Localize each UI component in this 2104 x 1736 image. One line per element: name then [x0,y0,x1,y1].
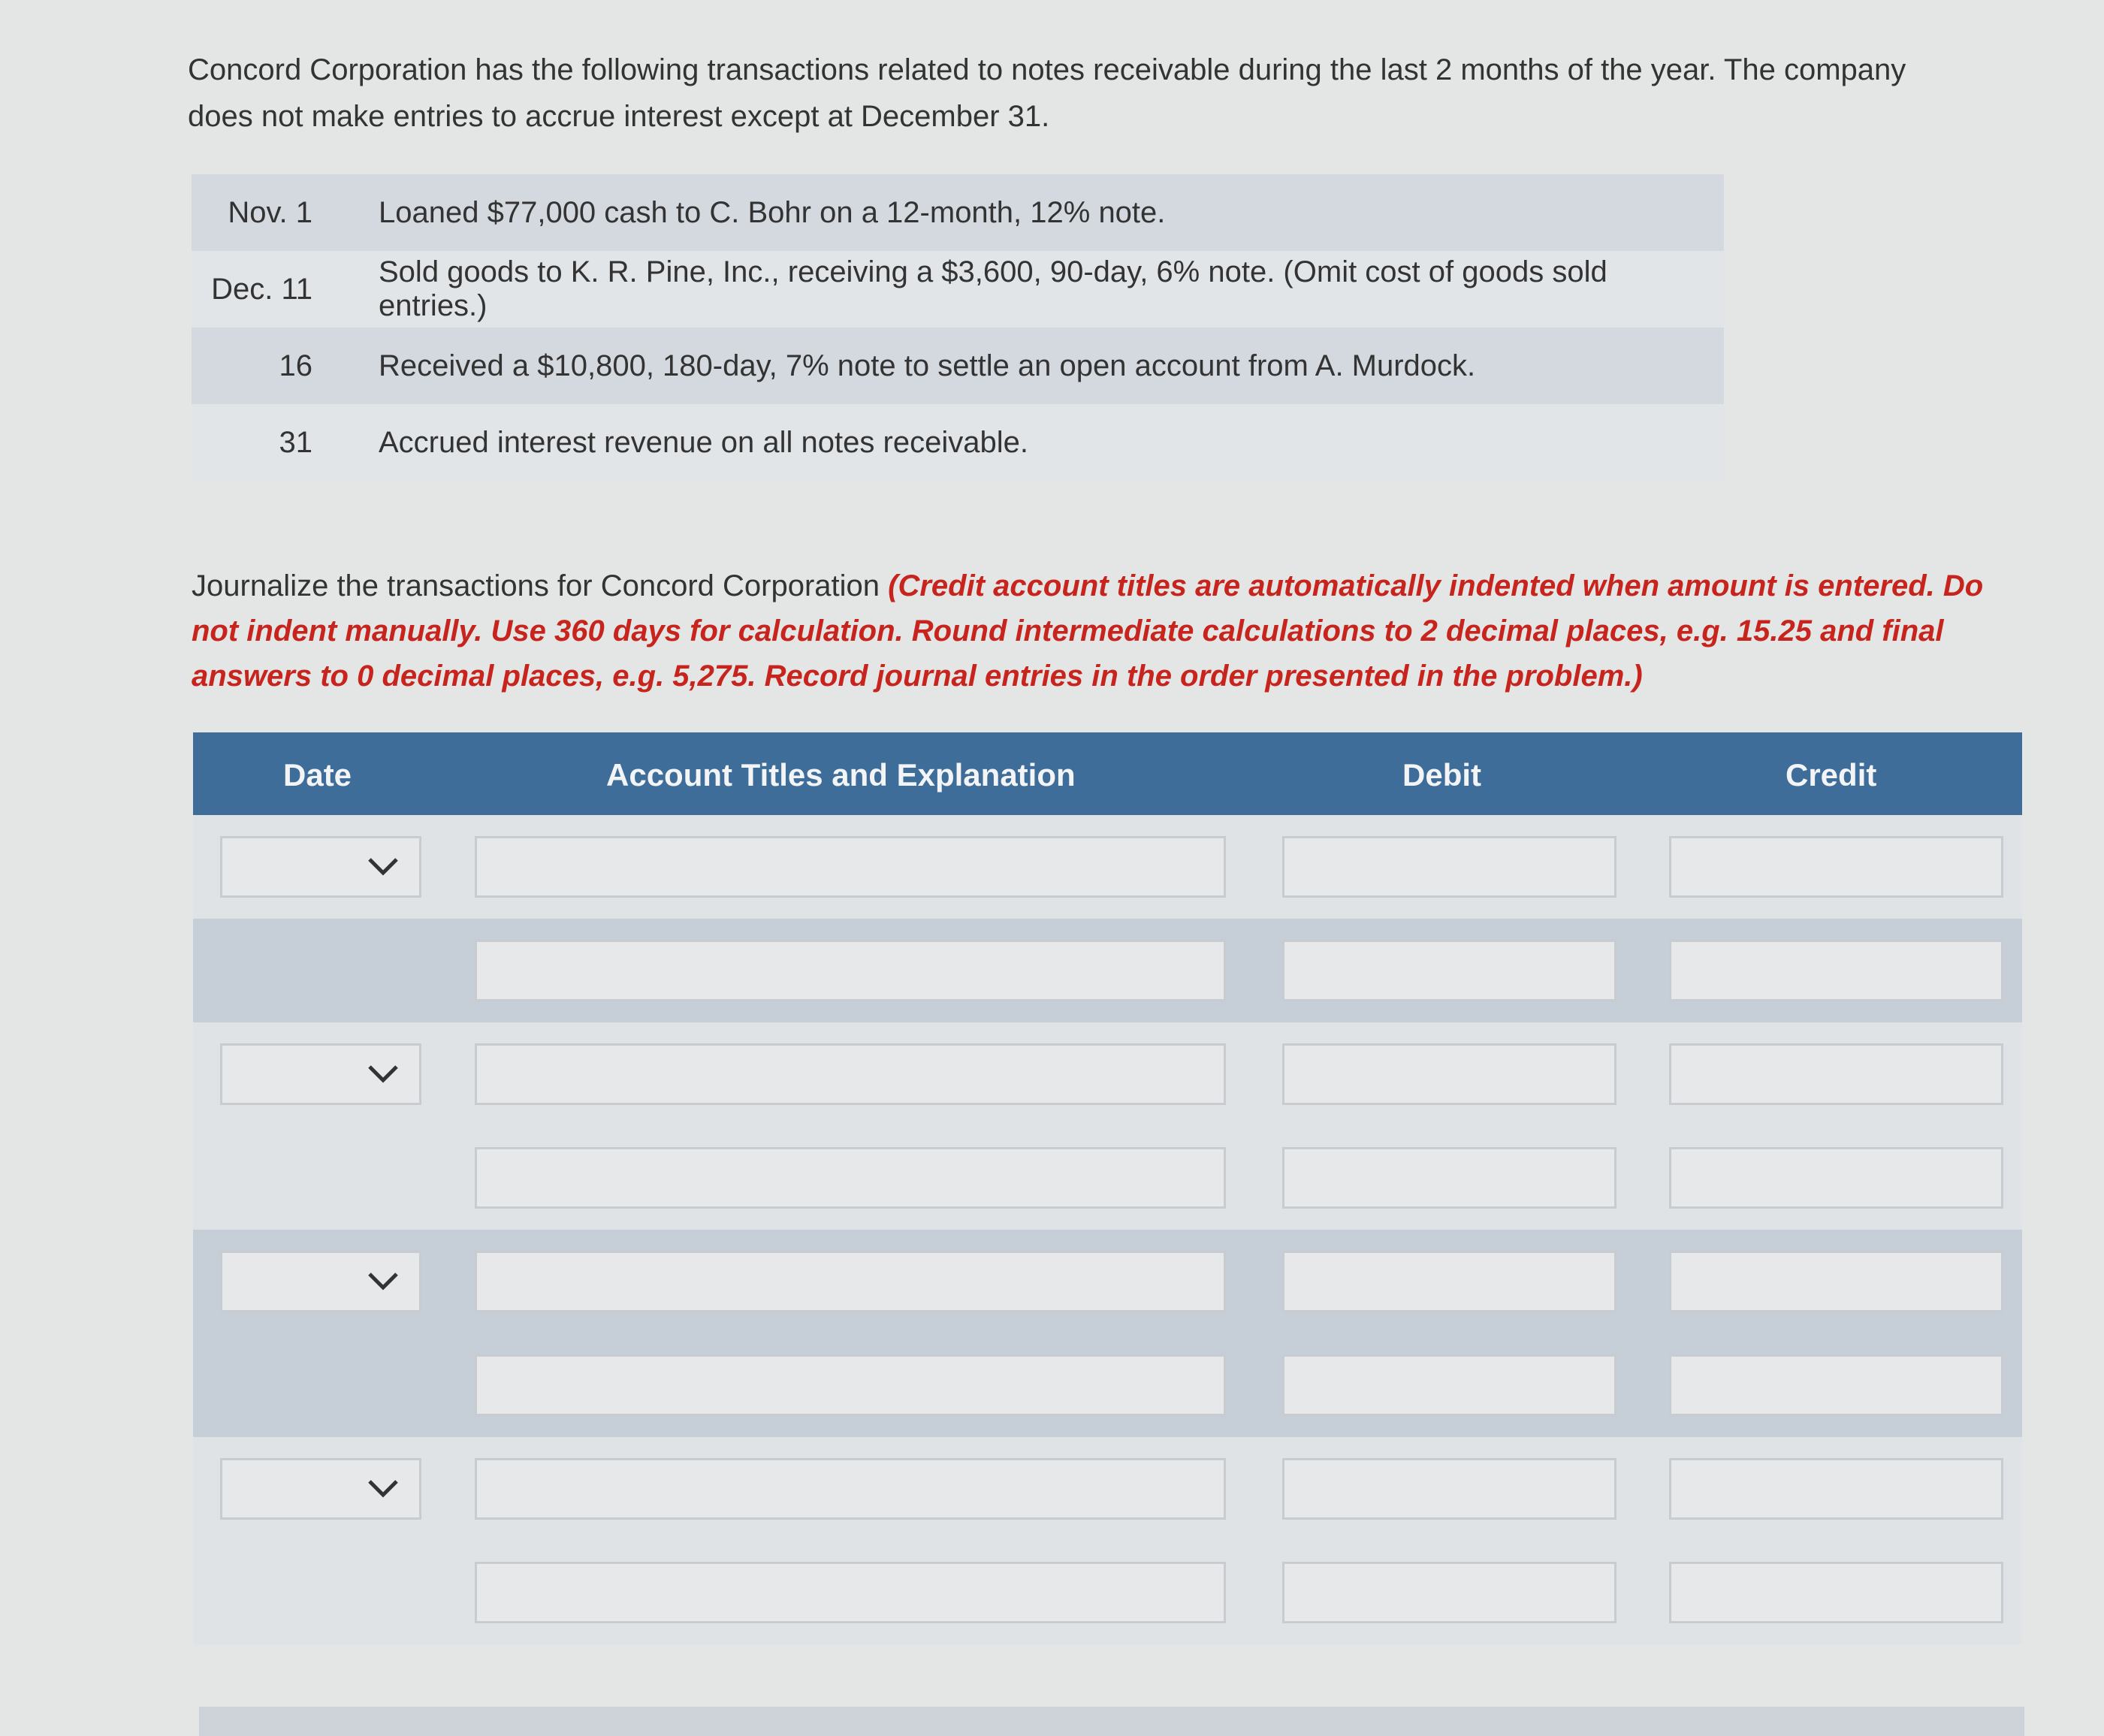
debit-input[interactable] [1282,1458,1616,1520]
debit-input[interactable] [1282,940,1616,1001]
account-title-input[interactable] [475,1458,1226,1520]
transaction-row [192,404,1724,481]
account-title-input[interactable] [475,1251,1226,1312]
credit-input[interactable] [1669,836,2003,898]
transaction-row [192,328,1724,404]
account-title-input[interactable] [475,1043,1226,1105]
date-select[interactable] [220,1458,421,1520]
transaction-description: Loaned $77,000 cash to C. Bohr on a 12-month, 12% note. [334,174,1724,251]
header-date: Date [283,757,352,793]
transaction-date: 16 [192,328,334,404]
instructions-note: (Credit account titles are automatically indented when amount is entered. Do not indent manually. Use 360 days for calculation. Round intermediate calculations to 2 decimal places, e.g. 15.25 and final answers to 0 decimal places, e.g. 5,275. Record journal entries in the order presented in the problem.) [192,569,1984,693]
instructions [192,563,2009,699]
account-title-input[interactable] [475,1562,1226,1623]
credit-input[interactable] [1669,1354,2003,1416]
header-debit: Debit [1402,757,1481,793]
debit-input[interactable] [1282,836,1616,898]
transaction-row [192,174,1724,251]
transaction-date: Nov. 1 [192,174,334,251]
journal-header [193,732,2022,815]
date-select[interactable] [220,1251,421,1312]
transaction-description: Sold goods to K. R. Pine, Inc., receiving a $3,600, 90-day, 6% note. (Omit cost of goods sold entries.) [334,251,1724,328]
debit-input[interactable] [1282,1043,1616,1105]
transaction-description: Accrued interest revenue on all notes receivable. [334,404,1724,481]
account-title-input[interactable] [475,1147,1226,1209]
instructions-text: Journalize the transactions for Concord Corporation [192,569,889,602]
next-section-edge [199,1707,2024,1736]
credit-input[interactable] [1669,940,2003,1001]
chevron-down-icon [361,1465,406,1510]
journal-row [193,1541,2022,1644]
transaction-row [192,251,1724,328]
journal-row [193,1333,2022,1437]
credit-input[interactable] [1669,1043,2003,1105]
journal-row [193,1022,2022,1126]
credit-input[interactable] [1669,1251,2003,1312]
credit-input[interactable] [1669,1458,2003,1520]
chevron-down-icon [361,1257,406,1303]
account-title-input[interactable] [475,836,1226,898]
debit-input[interactable] [1282,1562,1616,1623]
debit-input[interactable] [1282,1147,1616,1209]
credit-input[interactable] [1669,1147,2003,1209]
header-account-titles: Account Titles and Explanation [606,757,1076,793]
journal-row [193,1437,2022,1541]
transaction-date: 31 [192,404,334,481]
transaction-description: Received a $10,800, 180-day, 7% note to settle an open account from A. Murdock. [334,328,1724,404]
journal-row [193,1230,2022,1333]
problem-intro: Concord Corporation has the following transactions related to notes receivable during the last 2 months of the year. The company does not make entries to accrue interest except at December 31. [188,53,1906,133]
journal-row [193,1126,2022,1230]
transactions-table [192,174,1724,481]
chevron-down-icon [361,1050,406,1095]
journal-row [193,815,2022,919]
chevron-down-icon [361,843,406,888]
date-select[interactable] [220,836,421,898]
account-title-input[interactable] [475,1354,1226,1416]
debit-input[interactable] [1282,1251,1616,1312]
account-title-input[interactable] [475,940,1226,1001]
debit-input[interactable] [1282,1354,1616,1416]
journal-entry-table [193,732,2022,1644]
journal-row [193,919,2022,1022]
header-credit: Credit [1786,757,1877,793]
date-select[interactable] [220,1043,421,1105]
credit-input[interactable] [1669,1562,2003,1623]
transaction-date: Dec. 11 [192,251,334,328]
